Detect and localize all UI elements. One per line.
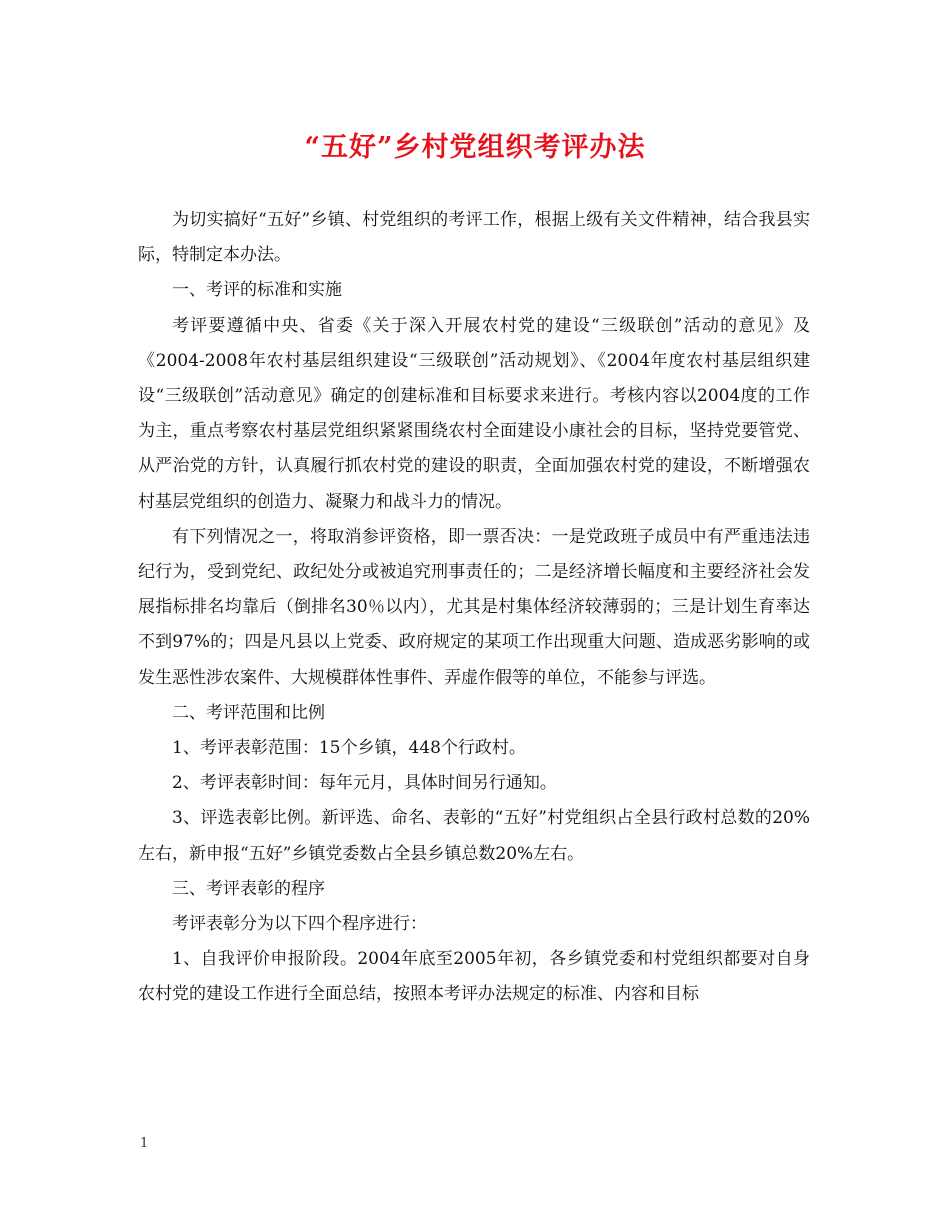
document-body xyxy=(138,203,810,1013)
paragraph-procedure-intro: 考评表彰分为以下四个程序进行： xyxy=(172,914,427,935)
paragraph-standards: 考评要遵循中央、省委《关于深入开展农村党的建设“三级联创”活动的意见》及《2004-2008年农村基层组织建设“三级联创”活动规划》、《2004年度农村基层组织建设“三级联创”活动意见》确定的创建标准和目标要求来进行。考核内容以2004度的工作为主，重点考察农村基层党组织紧紧围绕农村全面建设小康社会的目标，坚持党要管党、从严治党的方针，认真履行抓农村党的建设的职责，全面加强农村党的建设，不断增强农村基层党组织的创造力、凝聚力和战斗力的情况。 xyxy=(138,315,810,512)
document-title: “五好”乡村党组织考评办法 xyxy=(304,132,646,163)
page-number: 1 xyxy=(140,1136,149,1151)
paragraph-intro: 为切实搞好“五好”乡镇、村党组织的考评工作，根据上级有关文件精神，结合我县实际，特制定本办法。 xyxy=(138,210,810,266)
section-heading-3: 三、考评表彰的程序 xyxy=(172,878,325,899)
list-item-scope: 1、考评表彰范围：15个乡镇，448个行政村。 xyxy=(172,738,526,759)
list-item-time: 2、考评表彰时间：每年元月，具体时间另行通知。 xyxy=(172,773,557,794)
section-heading-1: 一、考评的标准和实施 xyxy=(172,280,342,301)
section-heading-2: 二、考评范围和比例 xyxy=(172,702,325,723)
list-item-ratio: 3、评选表彰比例。新评选、命名、表彰的“五好”村党组织占全县行政村总数的20%左右，新申报“五好”乡镇党委数占全县乡镇总数20%左右。 xyxy=(138,808,810,864)
paragraph-veto: 有下列情况之一，将取消参评资格，即一票否决：一是党政班子成员中有严重违法违纪行为，受到党纪、政纪处分或被追究刑事责任的；二是经济增长幅度和主要经济社会发展指标排名均靠后（倒排名30％以内），尤其是村集体经济较薄弱的；三是计划生育率达不到97%的；四是凡县以上党委、政府规定的某项工作出现重大问题、造成恶劣影响的或发生恶性涉农案件、大规模群体性事件、弄虚作假等的单位，不能参与评选。 xyxy=(138,526,810,688)
list-item-self-evaluation: 1、自我评价申报阶段。2004年底至2005年初，各乡镇党委和村党组织都要对自身农村党的建设工作进行全面总结，按照本考评办法规定的标准、内容和目标 xyxy=(138,949,810,1005)
